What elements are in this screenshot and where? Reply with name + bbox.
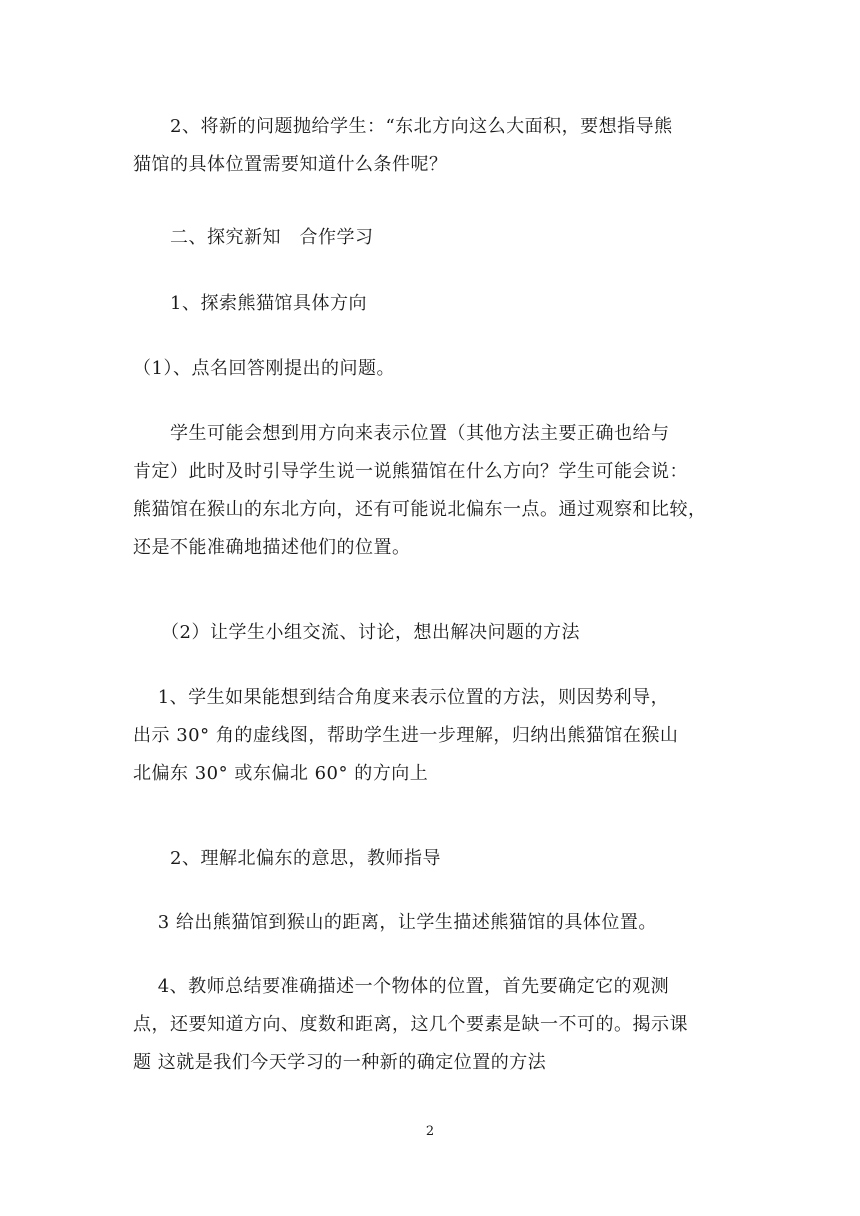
paragraph-angle bbox=[133, 679, 733, 793]
text-line: 1、学生如果能想到结合角度来表示位置的方法，则因势利导， bbox=[133, 687, 670, 708]
section-heading bbox=[133, 219, 733, 257]
paragraph-understand bbox=[133, 840, 733, 878]
text-line: 出示 30° 角的虚线图，帮助学生进一步理解，归纳出熊猫馆在猴山 bbox=[133, 725, 679, 746]
text-line: 题 这就是我们今天学习的一种新的确定位置的方法 bbox=[133, 1052, 547, 1073]
text-line: 2、理解北偏东的意思，教师指导 bbox=[133, 848, 441, 869]
text-line: 二、探究新知 合作学习 bbox=[133, 227, 374, 248]
paragraph-student-thinking bbox=[133, 415, 733, 567]
paragraph-1 bbox=[133, 108, 733, 184]
text-line: 点，还要知道方向、度数和距离，这几个要素是缺一不可的。揭示课 bbox=[133, 1014, 688, 1035]
paragraph-step-1 bbox=[133, 350, 733, 388]
text-line: 还是不能准确地描述他们的位置。 bbox=[133, 537, 411, 558]
text-line: 猫馆的具体位置需要知道什么条件呢？ bbox=[133, 154, 448, 175]
text-line: （1）、点名回答刚提出的问题。 bbox=[133, 358, 395, 379]
text-line: 1、探索熊猫馆具体方向 bbox=[133, 293, 367, 314]
text-line: 北偏东 30° 或东偏北 60° 的方向上 bbox=[133, 763, 429, 784]
text-line: 3 给出熊猫馆到猴山的距离，让学生描述熊猫馆的具体位置。 bbox=[133, 912, 657, 933]
subsection-heading bbox=[133, 285, 733, 323]
paragraph-summary bbox=[133, 968, 733, 1082]
text-line: 4、教师总结要准确描述一个物体的位置，首先要确定它的观测 bbox=[133, 976, 670, 997]
text-line: 肯定）此时及时引导学生说一说熊猫馆在什么方向？学生可能会说： bbox=[133, 461, 688, 482]
paragraph-distance bbox=[133, 904, 733, 942]
paragraph-step-2 bbox=[133, 614, 733, 652]
text-line: （2）让学生小组交流、讨论，想出解决问题的方法 bbox=[133, 622, 580, 643]
text-line: 熊猫馆在猴山的东北方向，还有可能说北偏东一点。通过观察和比较， bbox=[133, 499, 707, 520]
text-line: 学生可能会想到用方向来表示位置（其他方法主要正确也给与 bbox=[133, 423, 670, 444]
text-line: 2、将新的问题抛给学生：“东北方向这么大面积，要想指导熊 bbox=[133, 116, 673, 137]
page-number: 2 bbox=[425, 1124, 435, 1139]
